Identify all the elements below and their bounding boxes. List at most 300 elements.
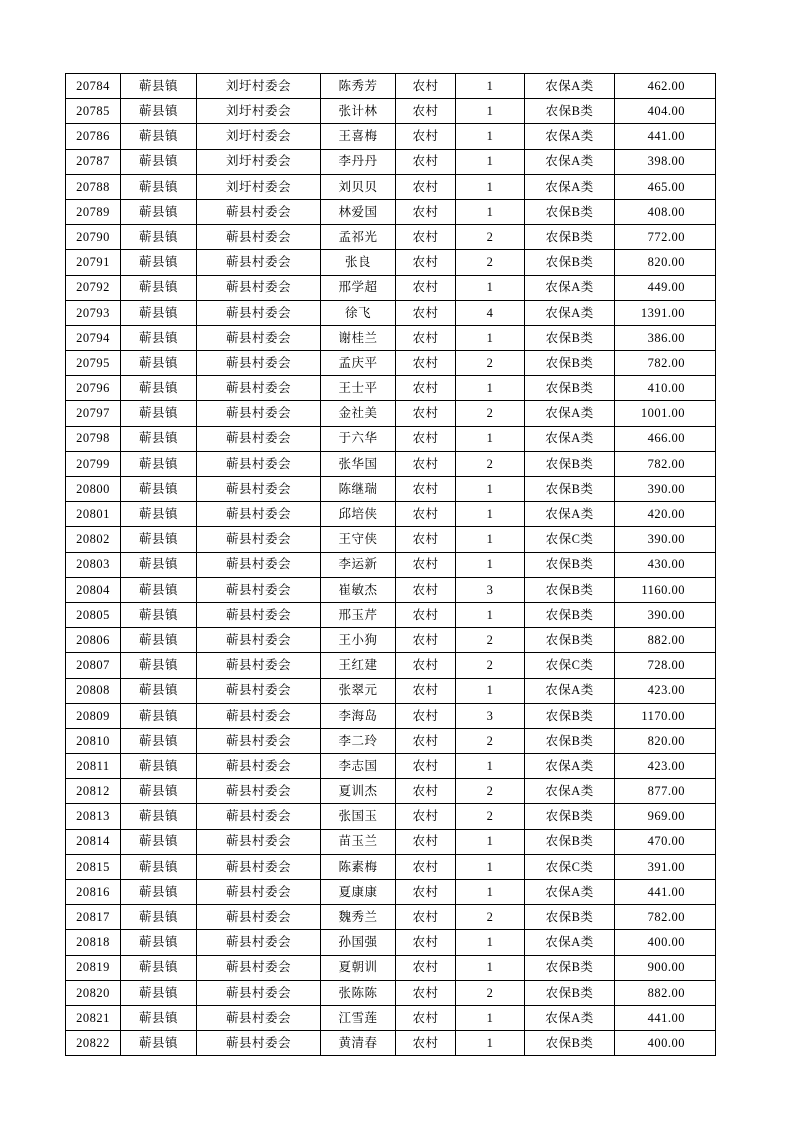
cell-village-committee: 刘圩村委会 bbox=[197, 124, 321, 149]
cell-village-committee: 蕲县村委会 bbox=[197, 804, 321, 829]
cell-village-committee: 刘圩村委会 bbox=[197, 149, 321, 174]
cell-amount: 390.00 bbox=[615, 602, 716, 627]
cell-person-name: 李海岛 bbox=[321, 703, 396, 728]
cell-serial-number: 20804 bbox=[66, 577, 121, 602]
table-row bbox=[66, 577, 716, 602]
cell-amount: 882.00 bbox=[615, 980, 716, 1005]
cell-person-count: 1 bbox=[456, 149, 525, 174]
table-row bbox=[66, 502, 716, 527]
cell-serial-number: 20785 bbox=[66, 99, 121, 124]
cell-village-committee: 蕲县村委会 bbox=[197, 376, 321, 401]
cell-residence-type: 农村 bbox=[396, 804, 456, 829]
cell-amount: 782.00 bbox=[615, 905, 716, 930]
cell-amount: 408.00 bbox=[615, 199, 716, 224]
cell-serial-number: 20803 bbox=[66, 552, 121, 577]
cell-amount: 470.00 bbox=[615, 829, 716, 854]
cell-town: 蕲县镇 bbox=[121, 351, 197, 376]
cell-town: 蕲县镇 bbox=[121, 199, 197, 224]
cell-person-count: 1 bbox=[456, 1031, 525, 1056]
cell-serial-number: 20822 bbox=[66, 1031, 121, 1056]
table-row bbox=[66, 1005, 716, 1030]
cell-person-count: 1 bbox=[456, 754, 525, 779]
cell-residence-type: 农村 bbox=[396, 955, 456, 980]
table-row bbox=[66, 376, 716, 401]
table-row bbox=[66, 1031, 716, 1056]
cell-town: 蕲县镇 bbox=[121, 880, 197, 905]
cell-amount: 820.00 bbox=[615, 250, 716, 275]
table-row bbox=[66, 728, 716, 753]
cell-amount: 782.00 bbox=[615, 451, 716, 476]
cell-serial-number: 20789 bbox=[66, 199, 121, 224]
cell-person-name: 于六华 bbox=[321, 426, 396, 451]
cell-serial-number: 20817 bbox=[66, 905, 121, 930]
cell-insurance-class: 农保A类 bbox=[525, 275, 615, 300]
cell-serial-number: 20816 bbox=[66, 880, 121, 905]
cell-town: 蕲县镇 bbox=[121, 250, 197, 275]
cell-insurance-class: 农保C类 bbox=[525, 854, 615, 879]
cell-residence-type: 农村 bbox=[396, 980, 456, 1005]
cell-insurance-class: 农保B类 bbox=[525, 804, 615, 829]
cell-person-count: 2 bbox=[456, 451, 525, 476]
cell-amount: 882.00 bbox=[615, 628, 716, 653]
cell-person-count: 1 bbox=[456, 275, 525, 300]
cell-residence-type: 农村 bbox=[396, 250, 456, 275]
cell-person-count: 1 bbox=[456, 174, 525, 199]
cell-person-count: 2 bbox=[456, 905, 525, 930]
cell-insurance-class: 农保B类 bbox=[525, 225, 615, 250]
cell-serial-number: 20792 bbox=[66, 275, 121, 300]
cell-village-committee: 蕲县村委会 bbox=[197, 653, 321, 678]
cell-person-name: 崔敏杰 bbox=[321, 577, 396, 602]
cell-person-name: 张良 bbox=[321, 250, 396, 275]
cell-amount: 441.00 bbox=[615, 1005, 716, 1030]
cell-serial-number: 20794 bbox=[66, 325, 121, 350]
cell-insurance-class: 农保B类 bbox=[525, 451, 615, 476]
cell-insurance-class: 农保B类 bbox=[525, 250, 615, 275]
cell-amount: 423.00 bbox=[615, 754, 716, 779]
cell-town: 蕲县镇 bbox=[121, 905, 197, 930]
cell-person-name: 陈秀芳 bbox=[321, 74, 396, 99]
cell-person-name: 邱培侠 bbox=[321, 502, 396, 527]
cell-serial-number: 20819 bbox=[66, 955, 121, 980]
table-row bbox=[66, 225, 716, 250]
cell-person-name: 夏朝训 bbox=[321, 955, 396, 980]
table-row bbox=[66, 300, 716, 325]
cell-amount: 441.00 bbox=[615, 124, 716, 149]
cell-village-committee: 蕲县村委会 bbox=[197, 880, 321, 905]
cell-serial-number: 20821 bbox=[66, 1005, 121, 1030]
table-body bbox=[66, 74, 716, 1056]
cell-town: 蕲县镇 bbox=[121, 401, 197, 426]
table-row bbox=[66, 552, 716, 577]
benefits-table bbox=[65, 73, 716, 1056]
cell-insurance-class: 农保A类 bbox=[525, 124, 615, 149]
cell-residence-type: 农村 bbox=[396, 401, 456, 426]
cell-residence-type: 农村 bbox=[396, 1031, 456, 1056]
cell-insurance-class: 农保B类 bbox=[525, 351, 615, 376]
cell-insurance-class: 农保A类 bbox=[525, 779, 615, 804]
cell-person-name: 夏训杰 bbox=[321, 779, 396, 804]
cell-serial-number: 20808 bbox=[66, 678, 121, 703]
cell-person-name: 王守侠 bbox=[321, 527, 396, 552]
cell-residence-type: 农村 bbox=[396, 74, 456, 99]
table-row bbox=[66, 980, 716, 1005]
cell-amount: 404.00 bbox=[615, 99, 716, 124]
cell-serial-number: 20813 bbox=[66, 804, 121, 829]
cell-village-committee: 蕲县村委会 bbox=[197, 1031, 321, 1056]
cell-person-name: 李运新 bbox=[321, 552, 396, 577]
cell-village-committee: 蕲县村委会 bbox=[197, 980, 321, 1005]
cell-person-count: 1 bbox=[456, 376, 525, 401]
table-row bbox=[66, 124, 716, 149]
cell-residence-type: 农村 bbox=[396, 754, 456, 779]
cell-amount: 391.00 bbox=[615, 854, 716, 879]
cell-amount: 900.00 bbox=[615, 955, 716, 980]
cell-person-name: 邢玉芹 bbox=[321, 602, 396, 627]
cell-person-count: 2 bbox=[456, 250, 525, 275]
cell-person-count: 1 bbox=[456, 552, 525, 577]
cell-village-committee: 刘圩村委会 bbox=[197, 99, 321, 124]
cell-amount: 1160.00 bbox=[615, 577, 716, 602]
cell-person-name: 张国玉 bbox=[321, 804, 396, 829]
table-row bbox=[66, 880, 716, 905]
table-row bbox=[66, 527, 716, 552]
cell-serial-number: 20797 bbox=[66, 401, 121, 426]
cell-serial-number: 20805 bbox=[66, 602, 121, 627]
table-row bbox=[66, 829, 716, 854]
cell-person-count: 2 bbox=[456, 779, 525, 804]
cell-residence-type: 农村 bbox=[396, 905, 456, 930]
cell-person-name: 李丹丹 bbox=[321, 149, 396, 174]
cell-town: 蕲县镇 bbox=[121, 451, 197, 476]
cell-town: 蕲县镇 bbox=[121, 829, 197, 854]
cell-village-committee: 蕲县村委会 bbox=[197, 325, 321, 350]
cell-amount: 423.00 bbox=[615, 678, 716, 703]
cell-insurance-class: 农保C类 bbox=[525, 527, 615, 552]
table-row bbox=[66, 854, 716, 879]
cell-person-name: 张翠元 bbox=[321, 678, 396, 703]
table-row bbox=[66, 678, 716, 703]
cell-serial-number: 20818 bbox=[66, 930, 121, 955]
cell-town: 蕲县镇 bbox=[121, 527, 197, 552]
cell-person-name: 邢学超 bbox=[321, 275, 396, 300]
cell-person-count: 1 bbox=[456, 527, 525, 552]
cell-amount: 441.00 bbox=[615, 880, 716, 905]
cell-person-count: 1 bbox=[456, 1005, 525, 1030]
cell-village-committee: 蕲县村委会 bbox=[197, 527, 321, 552]
cell-town: 蕲县镇 bbox=[121, 628, 197, 653]
cell-person-name: 黄清春 bbox=[321, 1031, 396, 1056]
cell-amount: 772.00 bbox=[615, 225, 716, 250]
cell-person-count: 3 bbox=[456, 703, 525, 728]
cell-residence-type: 农村 bbox=[396, 880, 456, 905]
cell-insurance-class: 农保B类 bbox=[525, 577, 615, 602]
cell-village-committee: 蕲县村委会 bbox=[197, 300, 321, 325]
cell-person-count: 1 bbox=[456, 502, 525, 527]
cell-town: 蕲县镇 bbox=[121, 930, 197, 955]
cell-insurance-class: 农保B类 bbox=[525, 829, 615, 854]
cell-insurance-class: 农保B类 bbox=[525, 905, 615, 930]
cell-amount: 1391.00 bbox=[615, 300, 716, 325]
cell-residence-type: 农村 bbox=[396, 577, 456, 602]
cell-village-committee: 蕲县村委会 bbox=[197, 703, 321, 728]
cell-residence-type: 农村 bbox=[396, 1005, 456, 1030]
cell-amount: 390.00 bbox=[615, 477, 716, 502]
cell-residence-type: 农村 bbox=[396, 779, 456, 804]
table-row bbox=[66, 174, 716, 199]
cell-amount: 400.00 bbox=[615, 1031, 716, 1056]
cell-person-count: 1 bbox=[456, 602, 525, 627]
table-row bbox=[66, 426, 716, 451]
cell-residence-type: 农村 bbox=[396, 426, 456, 451]
cell-serial-number: 20809 bbox=[66, 703, 121, 728]
cell-village-committee: 蕲县村委会 bbox=[197, 728, 321, 753]
cell-town: 蕲县镇 bbox=[121, 502, 197, 527]
cell-residence-type: 农村 bbox=[396, 930, 456, 955]
cell-village-committee: 蕲县村委会 bbox=[197, 779, 321, 804]
table-row bbox=[66, 401, 716, 426]
cell-amount: 410.00 bbox=[615, 376, 716, 401]
cell-amount: 462.00 bbox=[615, 74, 716, 99]
cell-insurance-class: 农保A类 bbox=[525, 401, 615, 426]
cell-person-count: 4 bbox=[456, 300, 525, 325]
cell-village-committee: 蕲县村委会 bbox=[197, 854, 321, 879]
cell-residence-type: 农村 bbox=[396, 703, 456, 728]
table-row bbox=[66, 149, 716, 174]
table-row bbox=[66, 653, 716, 678]
cell-residence-type: 农村 bbox=[396, 829, 456, 854]
cell-serial-number: 20784 bbox=[66, 74, 121, 99]
cell-amount: 430.00 bbox=[615, 552, 716, 577]
cell-person-count: 1 bbox=[456, 477, 525, 502]
cell-insurance-class: 农保A类 bbox=[525, 149, 615, 174]
cell-village-committee: 刘圩村委会 bbox=[197, 174, 321, 199]
cell-residence-type: 农村 bbox=[396, 149, 456, 174]
cell-town: 蕲县镇 bbox=[121, 552, 197, 577]
cell-insurance-class: 农保B类 bbox=[525, 602, 615, 627]
cell-village-committee: 蕲县村委会 bbox=[197, 401, 321, 426]
cell-amount: 390.00 bbox=[615, 527, 716, 552]
cell-person-count: 1 bbox=[456, 325, 525, 350]
cell-serial-number: 20815 bbox=[66, 854, 121, 879]
cell-village-committee: 蕲县村委会 bbox=[197, 829, 321, 854]
cell-serial-number: 20790 bbox=[66, 225, 121, 250]
cell-person-name: 王红建 bbox=[321, 653, 396, 678]
cell-town: 蕲县镇 bbox=[121, 426, 197, 451]
cell-amount: 420.00 bbox=[615, 502, 716, 527]
cell-residence-type: 农村 bbox=[396, 678, 456, 703]
cell-town: 蕲县镇 bbox=[121, 602, 197, 627]
cell-residence-type: 农村 bbox=[396, 351, 456, 376]
cell-person-count: 1 bbox=[456, 930, 525, 955]
cell-town: 蕲县镇 bbox=[121, 653, 197, 678]
cell-serial-number: 20798 bbox=[66, 426, 121, 451]
cell-insurance-class: 农保A类 bbox=[525, 930, 615, 955]
table-row bbox=[66, 451, 716, 476]
cell-residence-type: 农村 bbox=[396, 527, 456, 552]
cell-residence-type: 农村 bbox=[396, 477, 456, 502]
cell-person-name: 张华国 bbox=[321, 451, 396, 476]
cell-person-count: 2 bbox=[456, 728, 525, 753]
cell-amount: 969.00 bbox=[615, 804, 716, 829]
cell-serial-number: 20786 bbox=[66, 124, 121, 149]
cell-person-count: 2 bbox=[456, 225, 525, 250]
cell-insurance-class: 农保B类 bbox=[525, 552, 615, 577]
cell-amount: 386.00 bbox=[615, 325, 716, 350]
cell-town: 蕲县镇 bbox=[121, 1005, 197, 1030]
cell-residence-type: 农村 bbox=[396, 225, 456, 250]
cell-town: 蕲县镇 bbox=[121, 325, 197, 350]
cell-town: 蕲县镇 bbox=[121, 225, 197, 250]
cell-residence-type: 农村 bbox=[396, 502, 456, 527]
cell-residence-type: 农村 bbox=[396, 300, 456, 325]
cell-town: 蕲县镇 bbox=[121, 678, 197, 703]
cell-insurance-class: 农保B类 bbox=[525, 728, 615, 753]
cell-insurance-class: 农保A类 bbox=[525, 754, 615, 779]
cell-person-count: 1 bbox=[456, 955, 525, 980]
cell-insurance-class: 农保B类 bbox=[525, 199, 615, 224]
table-row bbox=[66, 703, 716, 728]
cell-serial-number: 20812 bbox=[66, 779, 121, 804]
cell-person-name: 夏康康 bbox=[321, 880, 396, 905]
cell-residence-type: 农村 bbox=[396, 99, 456, 124]
cell-amount: 465.00 bbox=[615, 174, 716, 199]
cell-town: 蕲县镇 bbox=[121, 703, 197, 728]
cell-insurance-class: 农保B类 bbox=[525, 99, 615, 124]
cell-town: 蕲县镇 bbox=[121, 74, 197, 99]
cell-insurance-class: 农保B类 bbox=[525, 955, 615, 980]
cell-insurance-class: 农保B类 bbox=[525, 325, 615, 350]
cell-person-count: 1 bbox=[456, 854, 525, 879]
cell-serial-number: 20801 bbox=[66, 502, 121, 527]
cell-person-count: 1 bbox=[456, 880, 525, 905]
cell-residence-type: 农村 bbox=[396, 728, 456, 753]
cell-village-committee: 蕲县村委会 bbox=[197, 930, 321, 955]
cell-person-name: 陈素梅 bbox=[321, 854, 396, 879]
cell-town: 蕲县镇 bbox=[121, 728, 197, 753]
cell-town: 蕲县镇 bbox=[121, 149, 197, 174]
cell-village-committee: 蕲县村委会 bbox=[197, 199, 321, 224]
cell-town: 蕲县镇 bbox=[121, 754, 197, 779]
cell-person-name: 张计林 bbox=[321, 99, 396, 124]
cell-serial-number: 20806 bbox=[66, 628, 121, 653]
cell-insurance-class: 农保C类 bbox=[525, 653, 615, 678]
cell-town: 蕲县镇 bbox=[121, 1031, 197, 1056]
cell-residence-type: 农村 bbox=[396, 124, 456, 149]
cell-person-name: 孟庆平 bbox=[321, 351, 396, 376]
cell-insurance-class: 农保B类 bbox=[525, 376, 615, 401]
cell-amount: 877.00 bbox=[615, 779, 716, 804]
cell-town: 蕲县镇 bbox=[121, 477, 197, 502]
cell-serial-number: 20788 bbox=[66, 174, 121, 199]
cell-serial-number: 20795 bbox=[66, 351, 121, 376]
cell-serial-number: 20800 bbox=[66, 477, 121, 502]
cell-village-committee: 蕲县村委会 bbox=[197, 628, 321, 653]
cell-residence-type: 农村 bbox=[396, 602, 456, 627]
cell-person-count: 3 bbox=[456, 577, 525, 602]
cell-person-count: 1 bbox=[456, 124, 525, 149]
cell-serial-number: 20791 bbox=[66, 250, 121, 275]
cell-village-committee: 蕲县村委会 bbox=[197, 426, 321, 451]
cell-person-name: 王士平 bbox=[321, 376, 396, 401]
cell-person-name: 江雪莲 bbox=[321, 1005, 396, 1030]
cell-town: 蕲县镇 bbox=[121, 854, 197, 879]
cell-serial-number: 20793 bbox=[66, 300, 121, 325]
cell-town: 蕲县镇 bbox=[121, 124, 197, 149]
cell-village-committee: 蕲县村委会 bbox=[197, 754, 321, 779]
cell-insurance-class: 农保A类 bbox=[525, 1005, 615, 1030]
cell-village-committee: 蕲县村委会 bbox=[197, 552, 321, 577]
cell-person-name: 王喜梅 bbox=[321, 124, 396, 149]
cell-person-count: 2 bbox=[456, 980, 525, 1005]
cell-person-count: 2 bbox=[456, 401, 525, 426]
cell-serial-number: 20807 bbox=[66, 653, 121, 678]
cell-residence-type: 农村 bbox=[396, 451, 456, 476]
table-row bbox=[66, 250, 716, 275]
cell-serial-number: 20814 bbox=[66, 829, 121, 854]
cell-residence-type: 农村 bbox=[396, 552, 456, 577]
cell-person-name: 林爱国 bbox=[321, 199, 396, 224]
table-row bbox=[66, 325, 716, 350]
cell-insurance-class: 农保B类 bbox=[525, 703, 615, 728]
cell-person-name: 孟祁光 bbox=[321, 225, 396, 250]
cell-person-name: 孙国强 bbox=[321, 930, 396, 955]
cell-amount: 1170.00 bbox=[615, 703, 716, 728]
cell-insurance-class: 农保A类 bbox=[525, 880, 615, 905]
cell-amount: 449.00 bbox=[615, 275, 716, 300]
cell-village-committee: 蕲县村委会 bbox=[197, 275, 321, 300]
cell-insurance-class: 农保A类 bbox=[525, 74, 615, 99]
cell-village-committee: 蕲县村委会 bbox=[197, 477, 321, 502]
cell-town: 蕲县镇 bbox=[121, 804, 197, 829]
cell-insurance-class: 农保A类 bbox=[525, 426, 615, 451]
cell-village-committee: 蕲县村委会 bbox=[197, 1005, 321, 1030]
cell-village-committee: 蕲县村委会 bbox=[197, 955, 321, 980]
cell-person-count: 2 bbox=[456, 351, 525, 376]
cell-village-committee: 蕲县村委会 bbox=[197, 351, 321, 376]
cell-serial-number: 20811 bbox=[66, 754, 121, 779]
cell-village-committee: 蕲县村委会 bbox=[197, 502, 321, 527]
table-row bbox=[66, 351, 716, 376]
cell-town: 蕲县镇 bbox=[121, 779, 197, 804]
table-row bbox=[66, 74, 716, 99]
cell-person-count: 1 bbox=[456, 99, 525, 124]
table-row bbox=[66, 602, 716, 627]
cell-residence-type: 农村 bbox=[396, 376, 456, 401]
cell-serial-number: 20820 bbox=[66, 980, 121, 1005]
cell-amount: 466.00 bbox=[615, 426, 716, 451]
cell-town: 蕲县镇 bbox=[121, 174, 197, 199]
cell-person-count: 2 bbox=[456, 804, 525, 829]
cell-residence-type: 农村 bbox=[396, 653, 456, 678]
table-row bbox=[66, 275, 716, 300]
table-row bbox=[66, 628, 716, 653]
cell-person-name: 魏秀兰 bbox=[321, 905, 396, 930]
table-row bbox=[66, 477, 716, 502]
cell-person-name: 王小狗 bbox=[321, 628, 396, 653]
cell-town: 蕲县镇 bbox=[121, 577, 197, 602]
cell-person-name: 金社美 bbox=[321, 401, 396, 426]
cell-person-count: 1 bbox=[456, 199, 525, 224]
cell-serial-number: 20787 bbox=[66, 149, 121, 174]
cell-town: 蕲县镇 bbox=[121, 300, 197, 325]
table-row bbox=[66, 905, 716, 930]
cell-person-count: 1 bbox=[456, 829, 525, 854]
cell-person-count: 1 bbox=[456, 74, 525, 99]
cell-town: 蕲县镇 bbox=[121, 275, 197, 300]
cell-person-name: 谢桂兰 bbox=[321, 325, 396, 350]
cell-insurance-class: 农保A类 bbox=[525, 174, 615, 199]
